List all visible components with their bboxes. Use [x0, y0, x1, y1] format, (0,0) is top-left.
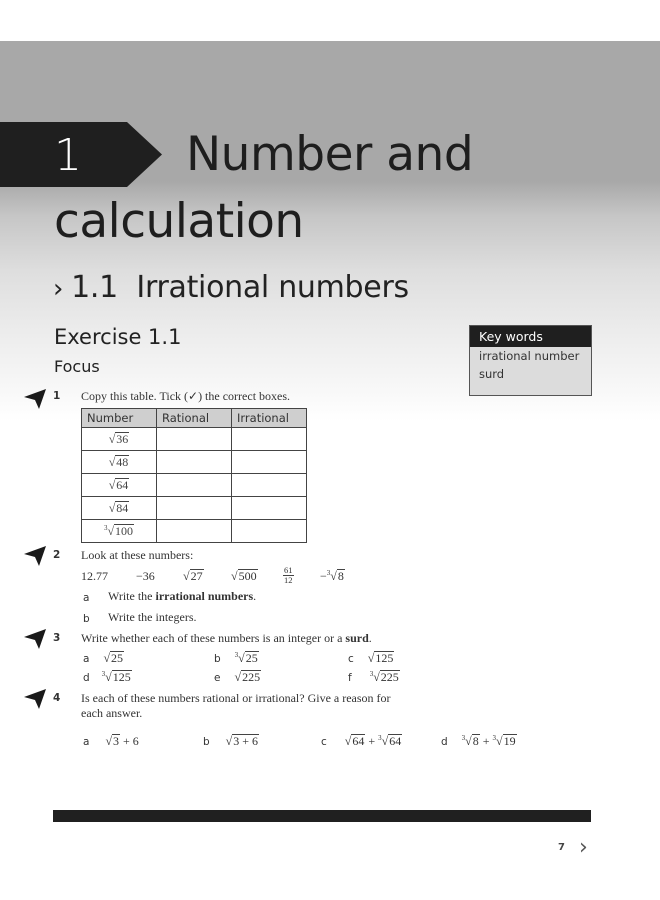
- table-row: [82, 451, 307, 474]
- question-text: Look at these numbers:: [81, 548, 194, 562]
- footer-bar: [53, 810, 591, 822]
- question-part: b √3 + 6: [203, 734, 259, 748]
- table-cell-rational: [157, 451, 232, 474]
- question-text: Copy this table. Tick (✓) the correct boxes.: [81, 389, 291, 403]
- table-cell-number: √36: [82, 428, 157, 451]
- number-item: 12.77: [81, 569, 108, 583]
- table-cell-number: $^3$√100: [82, 520, 157, 543]
- focus-question-icon: [24, 546, 46, 566]
- question-text: Is each of these numbers rational or irrational? Give a reason for: [81, 691, 391, 705]
- table-row: [82, 428, 307, 451]
- question-part: d $^3$√125: [83, 670, 131, 684]
- key-word-item: irrational number: [479, 349, 580, 363]
- exercise-title: Exercise 1.1: [54, 325, 182, 349]
- number-item: −36: [136, 569, 155, 583]
- question-text: Write whether each of these numbers is an integer or a surd.: [81, 631, 372, 645]
- table-cell-rational: [157, 428, 232, 451]
- table-cell-rational: [157, 474, 232, 497]
- question-part: a √3 + 6: [83, 734, 139, 748]
- next-page-chevron-icon[interactable]: ›: [579, 835, 588, 860]
- question-number: 4: [53, 692, 61, 704]
- section-heading: [53, 268, 409, 309]
- focus-question-icon: [24, 389, 46, 409]
- table-cell-irrational: [232, 497, 307, 520]
- number-item: √27: [183, 569, 203, 583]
- table-row: [82, 497, 307, 520]
- table-cell-irrational: [232, 520, 307, 543]
- section-number: 1.1: [71, 270, 118, 305]
- focus-question-icon: [24, 629, 46, 649]
- question-number: 1: [53, 390, 61, 402]
- table-row: [82, 474, 307, 497]
- table-cell-irrational: [232, 474, 307, 497]
- chapter-title-line-1: Number and: [186, 127, 474, 182]
- page-top-margin: [0, 0, 660, 41]
- table-cell-rational: [157, 497, 232, 520]
- page-number: 7: [558, 842, 565, 853]
- question-number: 2: [53, 549, 61, 561]
- exercise-level: Focus: [54, 357, 100, 376]
- table-cell-rational: [157, 520, 232, 543]
- number-item: √500: [231, 569, 257, 583]
- key-word-item: surd: [479, 367, 505, 381]
- question-part: b $^3$√25: [214, 651, 258, 665]
- table-header-rational: Rational: [157, 409, 232, 428]
- key-words-title: Key words: [470, 326, 591, 347]
- chapter-number: 1: [54, 130, 82, 181]
- table-cell-number: √84: [82, 497, 157, 520]
- number-item-fraction: $\frac{61}{12}$: [284, 565, 293, 585]
- table-cell-number: √48: [82, 451, 157, 474]
- question-part: e √225: [214, 670, 261, 684]
- focus-question-icon: [24, 689, 46, 709]
- rational-irrational-table: [81, 408, 307, 543]
- table-header-irrational: Irrational: [232, 409, 307, 428]
- table-cell-number: √64: [82, 474, 157, 497]
- question-part: c √125: [348, 651, 394, 665]
- table-cell-irrational: [232, 451, 307, 474]
- key-words-box: [469, 325, 592, 396]
- question-part: c √64 + $^3$√64: [321, 734, 402, 748]
- question-part-label: a: [83, 592, 90, 604]
- section-chevron-icon: ›: [53, 274, 64, 304]
- question-number: 3: [53, 632, 61, 644]
- chapter-title-line-2: calculation: [54, 194, 304, 249]
- table-cell-irrational: [232, 428, 307, 451]
- question-part-label: b: [83, 613, 90, 625]
- question-part: a √25: [83, 651, 124, 665]
- question-part: d $^3$√8 + $^3$√19: [441, 734, 516, 748]
- question-part-text: Write the integers.: [108, 610, 197, 624]
- section-title: Irrational numbers: [136, 270, 409, 305]
- table-row: [82, 520, 307, 543]
- table-header-number: Number: [82, 409, 157, 428]
- question-text: each answer.: [81, 706, 143, 720]
- number-item: −$^3$√8: [320, 569, 344, 583]
- question-part: f $^3$√225: [348, 670, 399, 684]
- question-part-text: Write the irrational numbers.: [108, 589, 257, 603]
